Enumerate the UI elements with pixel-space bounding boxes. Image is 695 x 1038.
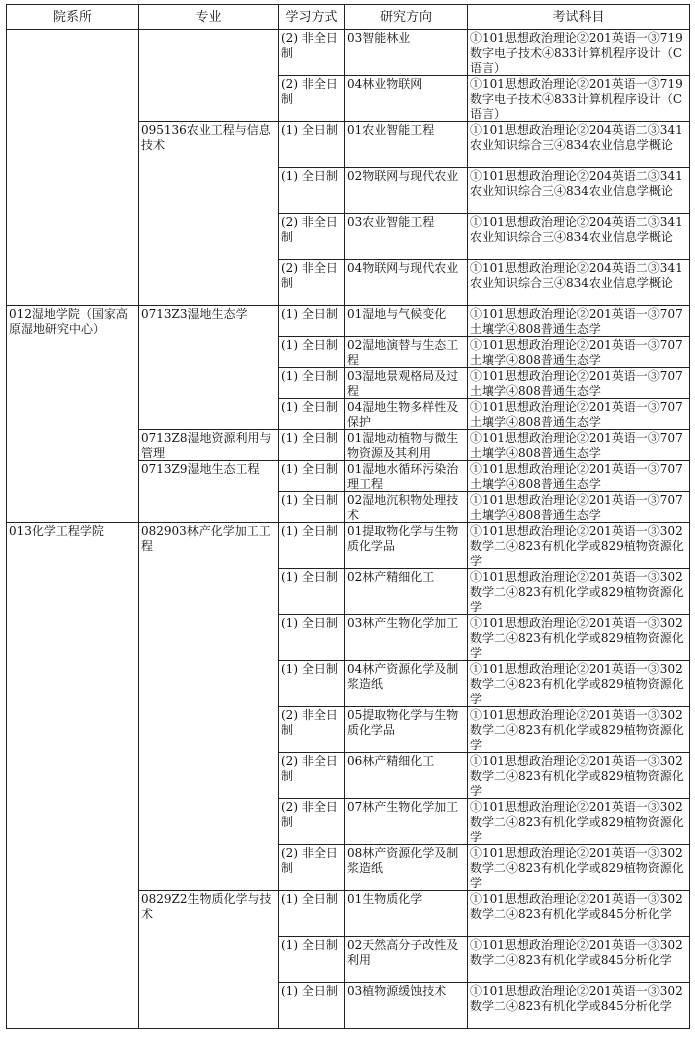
- major-cell: [139, 30, 279, 122]
- mode-cell: (2) 非全日制: [279, 30, 345, 76]
- mode-cell: (1) 全日制: [279, 523, 345, 569]
- department-cell: [7, 30, 139, 306]
- direction-cell: 01生物质化学: [345, 891, 468, 937]
- mode-cell: (1) 全日制: [279, 461, 345, 492]
- major-cell: [139, 523, 279, 891]
- subjects-cell: ①101思想政治理论②204英语二③341农业知识综合三④834农业信息学概论: [468, 168, 690, 214]
- direction-cell: 01湿地与气候变化: [345, 306, 468, 337]
- direction-cell: 08林产资源化学及制浆造纸: [345, 845, 468, 891]
- major-name: 082903林产化学加工工程: [141, 524, 271, 553]
- major-cell: [139, 430, 279, 461]
- mode-cell: (2) 非全日制: [279, 260, 345, 306]
- mode-cell: (1) 全日制: [279, 569, 345, 615]
- major-name: 095136农业工程与信息技术: [141, 123, 271, 152]
- direction-cell: 05提取物化学与生物质化学品: [345, 707, 468, 753]
- subjects-cell: ①101思想政治理论②201英语一③302数学二④823有机化学或829植物资源化学: [468, 615, 690, 661]
- direction-cell: 01湿地动植物与微生物资源及其利用: [345, 430, 468, 461]
- subjects-cell: ①101思想政治理论②201英语一③302数学二④823有机化学或829植物资源化学: [468, 799, 690, 845]
- header-department: 院系所: [7, 5, 139, 30]
- mode-cell: (2) 非全日制: [279, 707, 345, 753]
- subjects-cell: ①101思想政治理论②204英语二③341农业知识综合三④834农业信息学概论: [468, 260, 690, 306]
- mode-cell: (1) 全日制: [279, 983, 345, 1029]
- subjects-cell: ①101思想政治理论②201英语一③302数学二④823有机化学或829植物资源化学: [468, 753, 690, 799]
- direction-cell: 01湿地水循环污染治理工程: [345, 461, 468, 492]
- table-row: [7, 523, 690, 569]
- direction-cell: 07林产生物化学加工: [345, 799, 468, 845]
- mode-cell: (2) 非全日制: [279, 214, 345, 260]
- table-row: [7, 306, 690, 337]
- header-study-mode: 学习方式: [279, 5, 345, 30]
- mode-cell: (1) 全日制: [279, 306, 345, 337]
- major-name: 0713Z9湿地生态工程: [141, 462, 260, 476]
- direction-cell: 03林产生物化学加工: [345, 615, 468, 661]
- direction-cell: 04林产资源化学及制浆造纸: [345, 661, 468, 707]
- mode-cell: (1) 全日制: [279, 168, 345, 214]
- subjects-cell: ①101思想政治理论②201英语一③302数学二④823有机化学或829植物资源化学: [468, 707, 690, 753]
- direction-cell: 03农业智能工程: [345, 214, 468, 260]
- mode-cell: (2) 非全日制: [279, 76, 345, 122]
- direction-cell: 02天然高分子改性及利用: [345, 937, 468, 983]
- mode-cell: (2) 非全日制: [279, 799, 345, 845]
- direction-cell: 01提取物化学与生物质化学品: [345, 523, 468, 569]
- direction-cell: 03湿地景观格局及过程: [345, 368, 468, 399]
- subjects-cell: ①101思想政治理论②201英语一③707土壤学④808普通生态学: [468, 399, 690, 430]
- mode-cell: (1) 全日制: [279, 430, 345, 461]
- major-cell: [139, 122, 279, 306]
- mode-cell: (1) 全日制: [279, 937, 345, 983]
- mode-cell: (1) 全日制: [279, 122, 345, 168]
- direction-cell: 04物联网与现代农业: [345, 260, 468, 306]
- direction-cell: 06林产精细化工: [345, 753, 468, 799]
- subjects-cell: ①101思想政治理论②201英语一③707土壤学④808普通生态学: [468, 368, 690, 399]
- table-header-row: [7, 5, 690, 30]
- direction-cell: 02林产精细化工: [345, 569, 468, 615]
- subjects-cell: ①101思想政治理论②201英语一③302数学二④823有机化学或845分析化学: [468, 983, 690, 1029]
- major-name: 0829Z2生物质化学与技术: [141, 892, 272, 921]
- mode-cell: (1) 全日制: [279, 891, 345, 937]
- subjects-cell: ①101思想政治理论②201英语一③302数学二④823有机化学或829植物资源化学: [468, 661, 690, 707]
- catalog-body: [7, 30, 690, 1029]
- mode-cell: (1) 全日制: [279, 399, 345, 430]
- mode-cell: (1) 全日制: [279, 337, 345, 368]
- subjects-cell: ①101思想政治理论②201英语一③302数学二④823有机化学或829植物资源化学: [468, 845, 690, 891]
- major-cell: [139, 891, 279, 1029]
- subjects-cell: ①101思想政治理论②201英语一③707土壤学④808普通生态学: [468, 492, 690, 523]
- mode-cell: (1) 全日制: [279, 661, 345, 707]
- header-research-direction: 研究方向: [345, 5, 468, 30]
- subjects-cell: ①101思想政治理论②201英语一③707土壤学④808普通生态学: [468, 306, 690, 337]
- subjects-cell: ①101思想政治理论②204英语二③341农业知识综合三④834农业信息学概论: [468, 214, 690, 260]
- subjects-cell: ①101思想政治理论②201英语一③707土壤学④808普通生态学: [468, 430, 690, 461]
- subjects-cell: ①101思想政治理论②204英语二③341农业知识综合三④834农业信息学概论: [468, 122, 690, 168]
- subjects-cell: ①101思想政治理论②201英语一③302数学二④823有机化学或845分析化学: [468, 891, 690, 937]
- subjects-cell: ①101思想政治理论②201英语一③707土壤学④808普通生态学: [468, 337, 690, 368]
- direction-cell: 02物联网与现代农业: [345, 168, 468, 214]
- subjects-cell: ①101思想政治理论②201英语一③302数学二④823有机化学或845分析化学: [468, 937, 690, 983]
- major-cell: [139, 461, 279, 523]
- major-name: 0713Z8湿地资源利用与管理: [141, 431, 272, 459]
- header-major: 专业: [139, 5, 279, 30]
- major-cell: [139, 306, 279, 430]
- major-name: 0713Z3湿地生态学: [141, 307, 248, 321]
- direction-cell: 04林业物联网: [345, 76, 468, 122]
- department-cell: [7, 306, 139, 523]
- department-name: 012湿地学院（国家高原湿地研究中心）: [9, 307, 128, 336]
- direction-cell: 01农业智能工程: [345, 122, 468, 168]
- mode-cell: (1) 全日制: [279, 368, 345, 399]
- subjects-cell: ①101思想政治理论②201英语一③719数字电子技术④833计算机程序设计（C语言）: [468, 76, 690, 122]
- header-exam-subjects: 考试科目: [468, 5, 690, 30]
- department-cell: [7, 523, 139, 1029]
- admission-catalog-page: [6, 4, 689, 1029]
- direction-cell: 03智能林业: [345, 30, 468, 76]
- subjects-cell: ①101思想政治理论②201英语一③302数学二④823有机化学或829植物资源化学: [468, 523, 690, 569]
- direction-cell: 02湿地演替与生态工程: [345, 337, 468, 368]
- mode-cell: (2) 非全日制: [279, 845, 345, 891]
- direction-cell: 04湿地生物多样性及保护: [345, 399, 468, 430]
- catalog-table: [6, 4, 690, 1029]
- direction-cell: 03植物源缓蚀技术: [345, 983, 468, 1029]
- department-name: 013化学工程学院: [9, 524, 104, 538]
- mode-cell: (2) 非全日制: [279, 753, 345, 799]
- mode-cell: (1) 全日制: [279, 492, 345, 523]
- subjects-cell: ①101思想政治理论②201英语一③302数学二④823有机化学或829植物资源化学: [468, 569, 690, 615]
- subjects-cell: ①101思想政治理论②201英语一③719数字电子技术④833计算机程序设计（C语言）: [468, 30, 690, 76]
- mode-cell: (1) 全日制: [279, 615, 345, 661]
- table-row: [7, 30, 690, 76]
- direction-cell: 02湿地沉积物处理技术: [345, 492, 468, 523]
- subjects-cell: ①101思想政治理论②201英语一③707土壤学④808普通生态学: [468, 461, 690, 492]
